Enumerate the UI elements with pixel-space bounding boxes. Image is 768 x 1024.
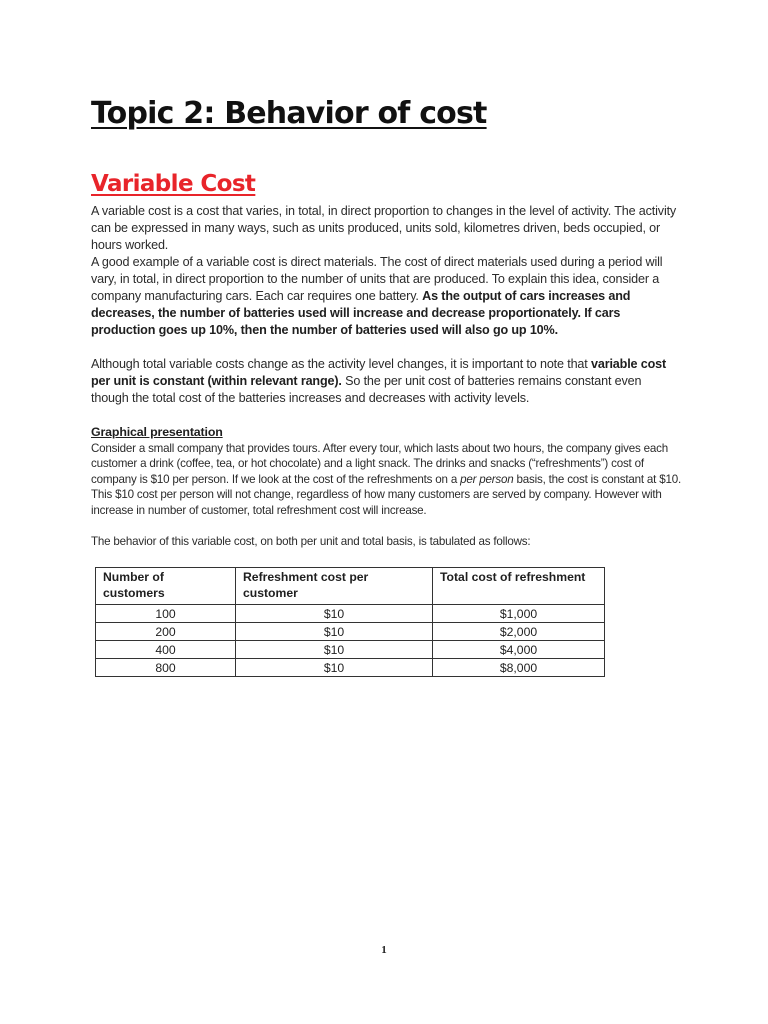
- table-cell: $10: [236, 623, 433, 641]
- table-cell: 200: [96, 623, 236, 641]
- paragraph-definition: A variable cost is a cost that varies, in total, in direct proportion to changes in the level of activity. The activity can be expressed in many ways, such as units produced, units sold, kilometres driven, beds occupied, or hours worked.: [91, 204, 677, 252]
- section-title-variable-cost: Variable Cost: [91, 171, 256, 197]
- paragraph-tour-italic: per person: [460, 472, 514, 486]
- table-cell: 400: [96, 641, 236, 659]
- table-cell: $4,000: [433, 641, 605, 659]
- table-header-cell: Refreshment cost per customer: [236, 568, 433, 605]
- table-row: [96, 659, 605, 677]
- table-cell: 100: [96, 605, 236, 623]
- table-cell: $10: [236, 605, 433, 623]
- table-cell: 800: [96, 659, 236, 677]
- paragraph-per-unit-text-before: Although total variable costs change as the activity level changes, it is important to note that: [91, 357, 591, 371]
- graphical-presentation-heading: Graphical presentation: [91, 425, 223, 439]
- table-cell: $1,000: [433, 605, 605, 623]
- table-row: [96, 605, 605, 623]
- table-cell: $8,000: [433, 659, 605, 677]
- cost-table: [95, 567, 605, 677]
- paragraph-example: [91, 254, 681, 339]
- paragraph-table-intro: The behavior of this variable cost, on both per unit and total basis, is tabulated as follows:: [91, 535, 531, 548]
- paragraph-example-bold: As the output of cars increases and decreases, the number of batteries used will increase and decrease proportionately. If cars production goes up 10%, then the number of batteries used will also go up 10%.: [91, 288, 631, 337]
- paragraph-per-unit-bold: variable cost per unit is constant (within relevant range).: [91, 357, 667, 388]
- paragraph-per-unit-text-after: So the per unit cost of batteries remains constant even though the total cost of the batteries increases and decreases with activity levels.: [91, 373, 642, 405]
- table-row: [96, 623, 605, 641]
- table-cell: $10: [236, 659, 433, 677]
- table-cell: $2,000: [433, 623, 605, 641]
- paragraph-per-unit: [91, 356, 681, 407]
- table-header-cell: Number of customers: [96, 568, 236, 605]
- paragraph-tour-example: [91, 441, 681, 518]
- page-number: 1: [381, 944, 387, 956]
- table-header-cell: Total cost of refreshment: [433, 568, 605, 605]
- table-cell: $10: [236, 641, 433, 659]
- table-row: [96, 641, 605, 659]
- paragraph-tour-text-after: basis, the cost is constant at $10. This $10 cost per person will not change, regardless of how many customers are served by company. However with increase in number of customer, total refreshment cost will increase.: [91, 472, 681, 517]
- page-title: Topic 2: Behavior of cost: [91, 96, 487, 131]
- table-header-row: [96, 568, 605, 605]
- paragraph-example-text: A good example of a variable cost is direct materials. The cost of direct materials used during a period will vary, in total, in direct proportion to the number of units that are produced. To explain this idea, consider a company manufacturing cars. Each car requires one battery.: [91, 255, 663, 303]
- paragraph-tour-text-before: Consider a small company that provides tours. After every tour, which lasts about two hours, the company gives each customer a drink (coffee, tea, or hot chocolate) and a light snack. The drinks and snacks (“refreshments”) cost of company is $10 per person. If we look at the cost of the refreshments on a: [91, 442, 668, 486]
